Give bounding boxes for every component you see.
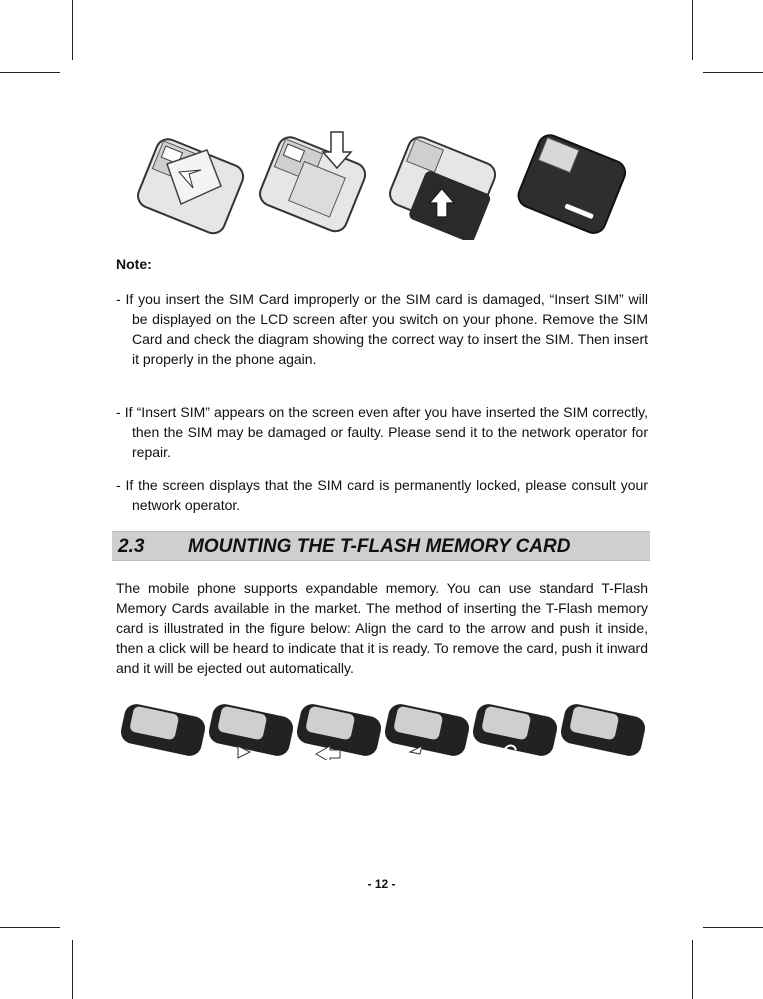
phone-figure [256,134,368,235]
section-number: 2.3 [118,536,145,557]
crop-mark [0,927,60,928]
note-paragraph: - If you insert the SIM Card improperly or the SIM card is damaged, “Insert SIM” will be displayed on the LCD screen after you switch on your phone. Remove the SIM Card and check the diagram showing the correct way to insert the SIM. Then insert it properly in the phone again. [116,291,648,367]
phone-figure [383,134,502,240]
crop-mark [692,940,693,999]
phone-figure [207,702,296,758]
crop-mark [692,0,693,60]
crop-mark [0,72,60,73]
note-paragraph: - If the screen displays that the SIM card is permanently locked, please consult your network operator. [116,477,648,513]
note-paragraph: - If “Insert SIM” appears on the screen even after you have inserted the SIM correctly, then the SIM may be damaged or faulty. Please send it to the network operator for repair. [116,404,648,460]
phone-figure [471,702,560,758]
phone-figure [383,702,472,758]
phone-figure [515,132,629,237]
crop-mark [72,940,73,999]
tflash-insertion-illustration [118,702,646,760]
crop-mark [72,0,73,60]
phone-figure [559,702,646,758]
crop-mark [703,927,763,928]
phone-figure [119,702,208,758]
body-paragraph: The mobile phone supports expandable memory. You can use standard T-Flash Memory Cards available in the market. The method of inserting the T-Flash memory card is illustrated in the figure below: Align the card to the arrow and push it inside, then a click will be heard to indicate that it is ready. To remove the card, push it inward and it will be ejected out automatically. [116,580,648,676]
phone-figure [295,702,384,760]
crop-mark [703,72,763,73]
section-title: MOUNTING THE T-FLASH MEMORY CARD [188,536,571,557]
section-heading-bar [112,531,650,561]
page-number: - 12 - [367,877,396,891]
note-heading: Note: [116,256,152,272]
sim-insertion-illustration [125,128,645,240]
